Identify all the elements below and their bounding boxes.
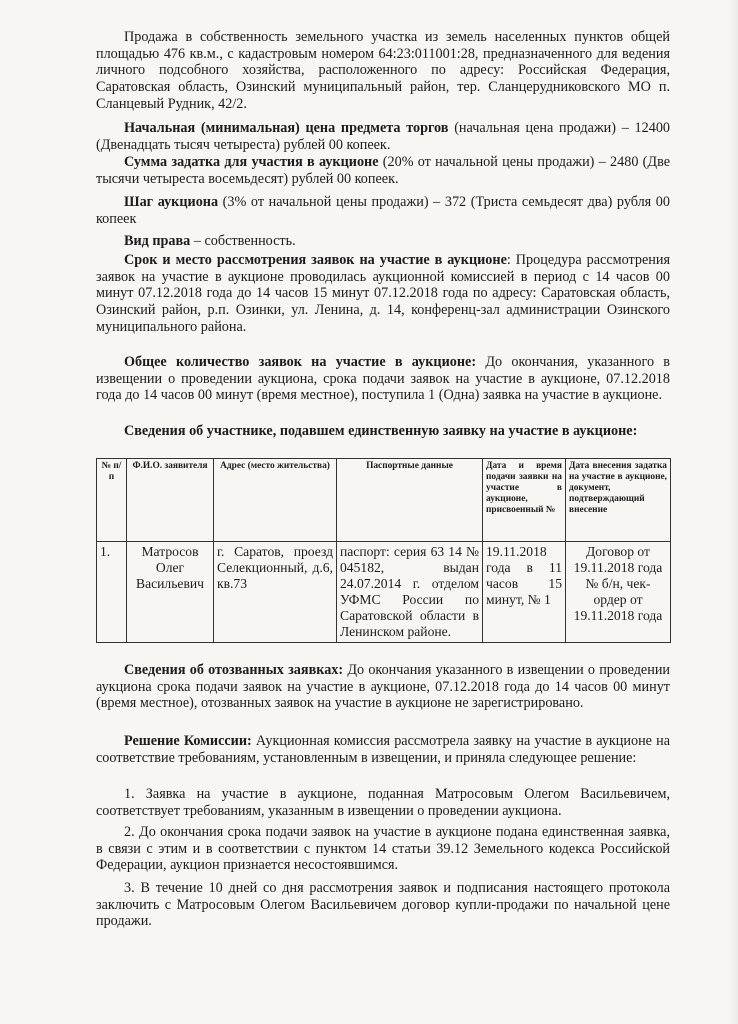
table-row bbox=[97, 542, 671, 643]
deposit-label: Сумма задатка для участия в аукционе bbox=[124, 154, 379, 170]
header-cell: Дата внесения задатка на участие в аукционе, документ, подтверждающий внесение bbox=[566, 459, 671, 542]
applications-total-text: До окончания, указанного в извещении о проведении аукциона, срока подачи заявок на участие в аукционе, 07.12.2018 года до 14 часов 00 минут (время местное), поступила 1 (Одна) заявка на участие в аукционе. bbox=[96, 354, 670, 404]
scan-edge-shadow bbox=[728, 0, 738, 1024]
withdrawn-text: До окончания указанного в извещении о проведении аукциона срока подачи заявок на участие в аукционе, 07.12.2018 года до 14 часов 00 минут (время местное), отозванных заявок на участие в аукционе не зарегистрировано. bbox=[96, 662, 671, 712]
participant-table bbox=[96, 458, 671, 643]
review-label: Срок и место рассмотрения заявок на участие в аукционе bbox=[124, 252, 507, 268]
table-header-row bbox=[97, 459, 671, 542]
deposit-paragraph bbox=[96, 154, 670, 187]
step-text: (3% от начальной цены продажи) – 372 (Триста семьдесят два) рубля 00 копеек bbox=[96, 194, 670, 227]
applications-total-label: Общее количество заявок на участие в аукционе: bbox=[124, 354, 477, 370]
decision-text: Аукционная комиссия рассмотрела заявку на участие в аукционе на соответствие требованиям, установленным в извещении, и приняла следующее решение: bbox=[96, 733, 670, 766]
start-price-paragraph bbox=[96, 120, 670, 153]
cell-passport: паспорт: серия 63 14 № 045182, выдан 24.07.2014 г. отделом УФМС России по Саратовской области в Ленинском районе. bbox=[337, 542, 483, 643]
decision-label: Решение Комиссии: bbox=[124, 733, 252, 749]
cell-deposit: Договор от 19.11.2018 года № б/н, чек-ордер от 19.11.2018 года bbox=[566, 542, 671, 643]
step-paragraph bbox=[96, 194, 670, 227]
header-cell: Ф.И.О. заявителя bbox=[127, 459, 214, 542]
start-price-text: (начальная цена продажи) – 12400 (Двенадцать тысяч четыреста) рублей 00 копеек. bbox=[96, 120, 671, 153]
header-cell: Адрес (место жительства) bbox=[214, 459, 337, 542]
participant-heading: Сведения об участнике, подавшем единственную заявку на участие в аукционе: bbox=[124, 423, 638, 439]
cell-applicant-name: Матросов Олег Васильевич bbox=[127, 542, 214, 643]
review-paragraph bbox=[96, 252, 670, 336]
withdrawn-label: Сведения об отозванных заявках: bbox=[124, 662, 344, 678]
header-cell: Дата и время подачи заявки на участие в аукционе, присвоенный № bbox=[483, 459, 566, 542]
cell-submission: 19.11.2018 года в 11 часов 15 минут, № 1 bbox=[483, 542, 566, 643]
lot-description: Продажа в собственность земельного участка из земель населенных пунктов общей площадью 476 кв.м., с кадастровым номером 64:23:011001:28, предназначенного для ведения личного подсобного хозяйства, расположенного по адресу: Российская Федерация, Саратовская область, Озинский муниципальный район, тер. Сланцерудниковского МО п. Сланцевый Рудник, 42/2. bbox=[96, 29, 670, 112]
header-cell: Паспортные данные bbox=[337, 459, 483, 542]
decision-item: 1. Заявка на участие в аукционе, поданная Матросовым Олегом Васильевичем, соответствует требованиям, указанным в извещении о проведении аукциона. bbox=[96, 786, 670, 819]
deposit-text: (20% от начальной цены продажи) – 2480 (Две тысячи четыреста восемьдесят) рублей 00 копеек. bbox=[96, 154, 670, 187]
right-type-paragraph bbox=[96, 233, 670, 250]
cell-number: 1. bbox=[97, 542, 127, 643]
step-label: Шаг аукциона bbox=[124, 194, 219, 210]
right-type-label: Вид права bbox=[124, 233, 191, 249]
header-cell: № п/п bbox=[97, 459, 127, 542]
review-text: : Процедура рассмотрения заявок на участие в аукционе проводилась аукционной комиссией в период с 14 часов 00 минут 07.12.2018 года до 14 часов 15 минут 07.12.2018 года по адресу: Саратовская область, Озинский район, р.п. Озинки, ул. Ленина, д. 14, конференц-зал администрации Озинского муниципального района. bbox=[96, 252, 670, 335]
applications-total-paragraph bbox=[96, 354, 670, 404]
start-price-label: Начальная (минимальная) цена предмета торгов bbox=[124, 120, 449, 136]
decision-item: 3. В течение 10 дней со дня рассмотрения заявок и подписания настоящего протокола заключить с Матросовым Олегом Васильевичем договор купли-продажи по начальной цене продажи. bbox=[96, 880, 670, 930]
decision-paragraph bbox=[96, 733, 670, 766]
decision-item: 2. До окончания срока подачи заявок на участие в аукционе подана единственная заявка, в связи с этим и в соответствии с пунктом 14 статьи 39.12 Земельного кодекса Российской Федерации, аукцион признается несостоявшимся. bbox=[96, 824, 670, 874]
withdrawn-paragraph bbox=[96, 662, 670, 712]
right-type-text: – собственность. bbox=[190, 233, 296, 249]
cell-address: г. Саратов, проезд Селекционный, д.6, кв.73 bbox=[214, 542, 337, 643]
